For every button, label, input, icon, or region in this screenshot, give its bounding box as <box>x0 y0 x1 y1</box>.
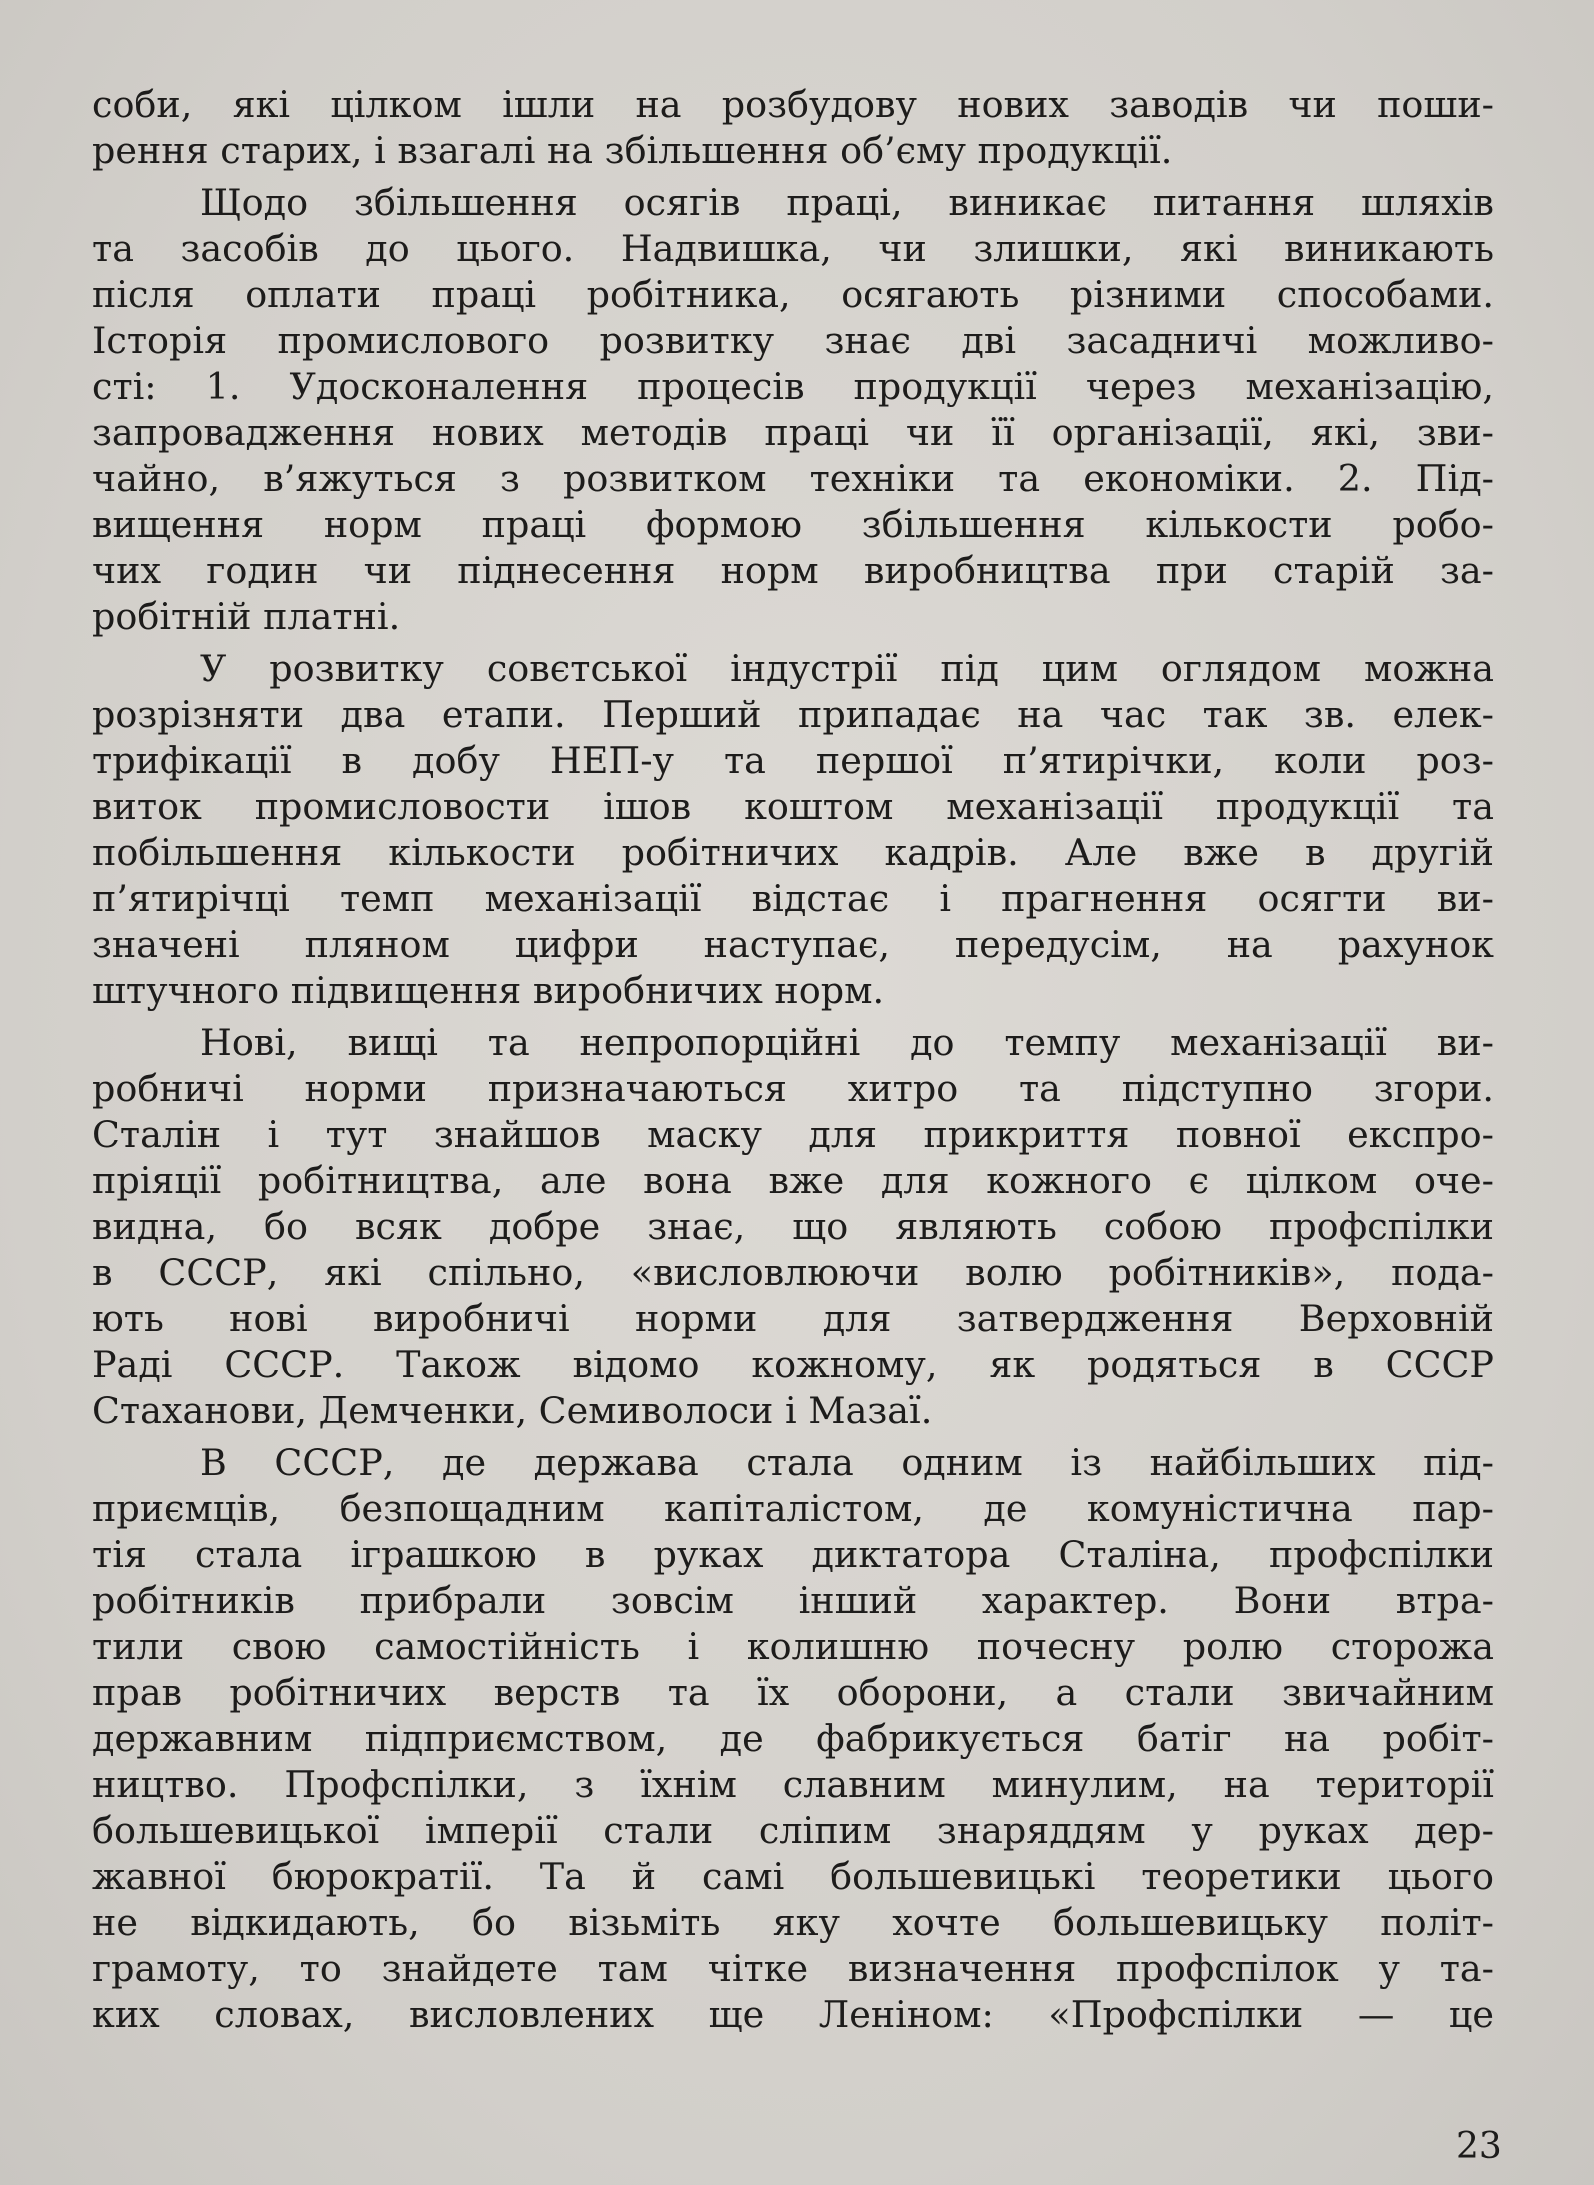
text-line: пріяції робітництва, але вона вже для кожного є цілком оче- <box>92 1159 1494 1202</box>
text-line: приємців, безпощадним капіталістом, де комуністична пар- <box>92 1487 1494 1530</box>
text-line: рення старих, і взагалі на збільшення об’єму продукції. <box>92 129 1173 172</box>
text-line: Раді СССР. Також відомо кожному, як родяться в СССР <box>92 1343 1494 1386</box>
paragraph-4 <box>92 1020 1494 1434</box>
text-line: тили свою самостійність і колишню почесну ролю сторожа <box>92 1625 1494 1668</box>
text-line: робничі норми призначаються хитро та підступно згори. <box>92 1067 1494 1110</box>
text-line: прав робітничих верств та їх оборони, а стали звичайним <box>92 1671 1494 1714</box>
text-line: трифікації в добу НЕП-у та першої п’ятирічки, коли роз- <box>92 739 1494 782</box>
text-line: чих годин чи піднесення норм виробництва при старій за- <box>92 549 1494 592</box>
text-line: виток промисловости ішов коштом механізації продукції та <box>92 785 1494 828</box>
text-line: ництво. Профспілки, з їхнім славним минулим, на території <box>92 1763 1494 1806</box>
paragraph-1 <box>92 82 1494 174</box>
text-line: вищення норм праці формою збільшення кількости робо- <box>92 503 1494 546</box>
text-line: Стаханови, Демченки, Семиволоси і Мазаї. <box>92 1389 933 1432</box>
text-line: державним підприємством, де фабрикується батіг на робіт- <box>92 1717 1494 1760</box>
text-line: Нові, вищі та непропорційні до темпу механізації ви- <box>200 1021 1494 1064</box>
paragraph-3 <box>92 646 1494 1014</box>
text-line: соби, які цілком ішли на розбудову нових заводів чи поши- <box>92 83 1494 126</box>
text-line: п’ятирічці темп механізації відстає і прагнення осягти ви- <box>92 877 1494 920</box>
text-line: сті: 1. Удосконалення процесів продукції через механізацію, <box>92 365 1494 408</box>
paragraph-2 <box>92 180 1494 640</box>
text-line: не відкидають, бо візьміть яку хочте большевицьку політ- <box>92 1901 1494 1944</box>
text-line: большевицької імперії стали сліпим знаряддям у руках дер- <box>92 1809 1494 1852</box>
text-line: тія стала іграшкою в руках диктатора Сталіна, профспілки <box>92 1533 1494 1576</box>
text-line: та засобів до цього. Надвишка, чи злишки, які виникають <box>92 227 1494 270</box>
text-line: чайно, в’яжуться з розвитком техніки та економіки. 2. Під- <box>92 457 1494 500</box>
text-line: Історія промислового розвитку знає дві засадничі можливо- <box>92 319 1494 362</box>
text-line: штучного підвищення виробничих норм. <box>92 969 885 1012</box>
text-line: видна, бо всяк добре знає, що являють собою профспілки <box>92 1205 1494 1248</box>
text-line: в СССР, які спільно, «висловлюючи волю робітників», пода- <box>92 1251 1494 1294</box>
text-line: після оплати праці робітника, осягають різними способами. <box>92 273 1494 316</box>
text-line: запровадження нових методів праці чи її організації, які, зви- <box>92 411 1494 454</box>
text-line: Щодо збільшення осягів праці, виникає питання шляхів <box>200 181 1494 224</box>
text-line: жавної бюрократії. Та й самі большевицькі теоретики цього <box>92 1855 1494 1898</box>
text-line: побільшення кількости робітничих кадрів. Але вже в другій <box>92 831 1494 874</box>
text-line: грамоту, то знайдете там чітке визначення профспілок у та- <box>92 1947 1494 1990</box>
body-text <box>92 82 1494 2044</box>
text-line: робітників прибрали зовсім інший характер. Вони втра- <box>92 1579 1494 1622</box>
page-number: 23 <box>1456 2126 1502 2167</box>
paragraph-5 <box>92 1440 1494 2038</box>
text-line: робітній платні. <box>92 595 401 638</box>
text-line: значені пляном цифри наступає, передусім, на рахунок <box>92 923 1494 966</box>
text-line: ють нові виробничі норми для затвердження Верховній <box>92 1297 1494 1340</box>
text-line: ких словах, висловлених ще Леніном: «Профспілки — це <box>92 1993 1494 2036</box>
text-line: розрізняти два етапи. Перший припадає на час так зв. елек- <box>92 693 1494 736</box>
text-line: В СССР, де держава стала одним із найбільших під- <box>200 1441 1494 1484</box>
text-line: Сталін і тут знайшов маску для прикриття повної експро- <box>92 1113 1494 1156</box>
text-line: У розвитку совєтської індустрії під цим оглядом можна <box>200 647 1494 690</box>
